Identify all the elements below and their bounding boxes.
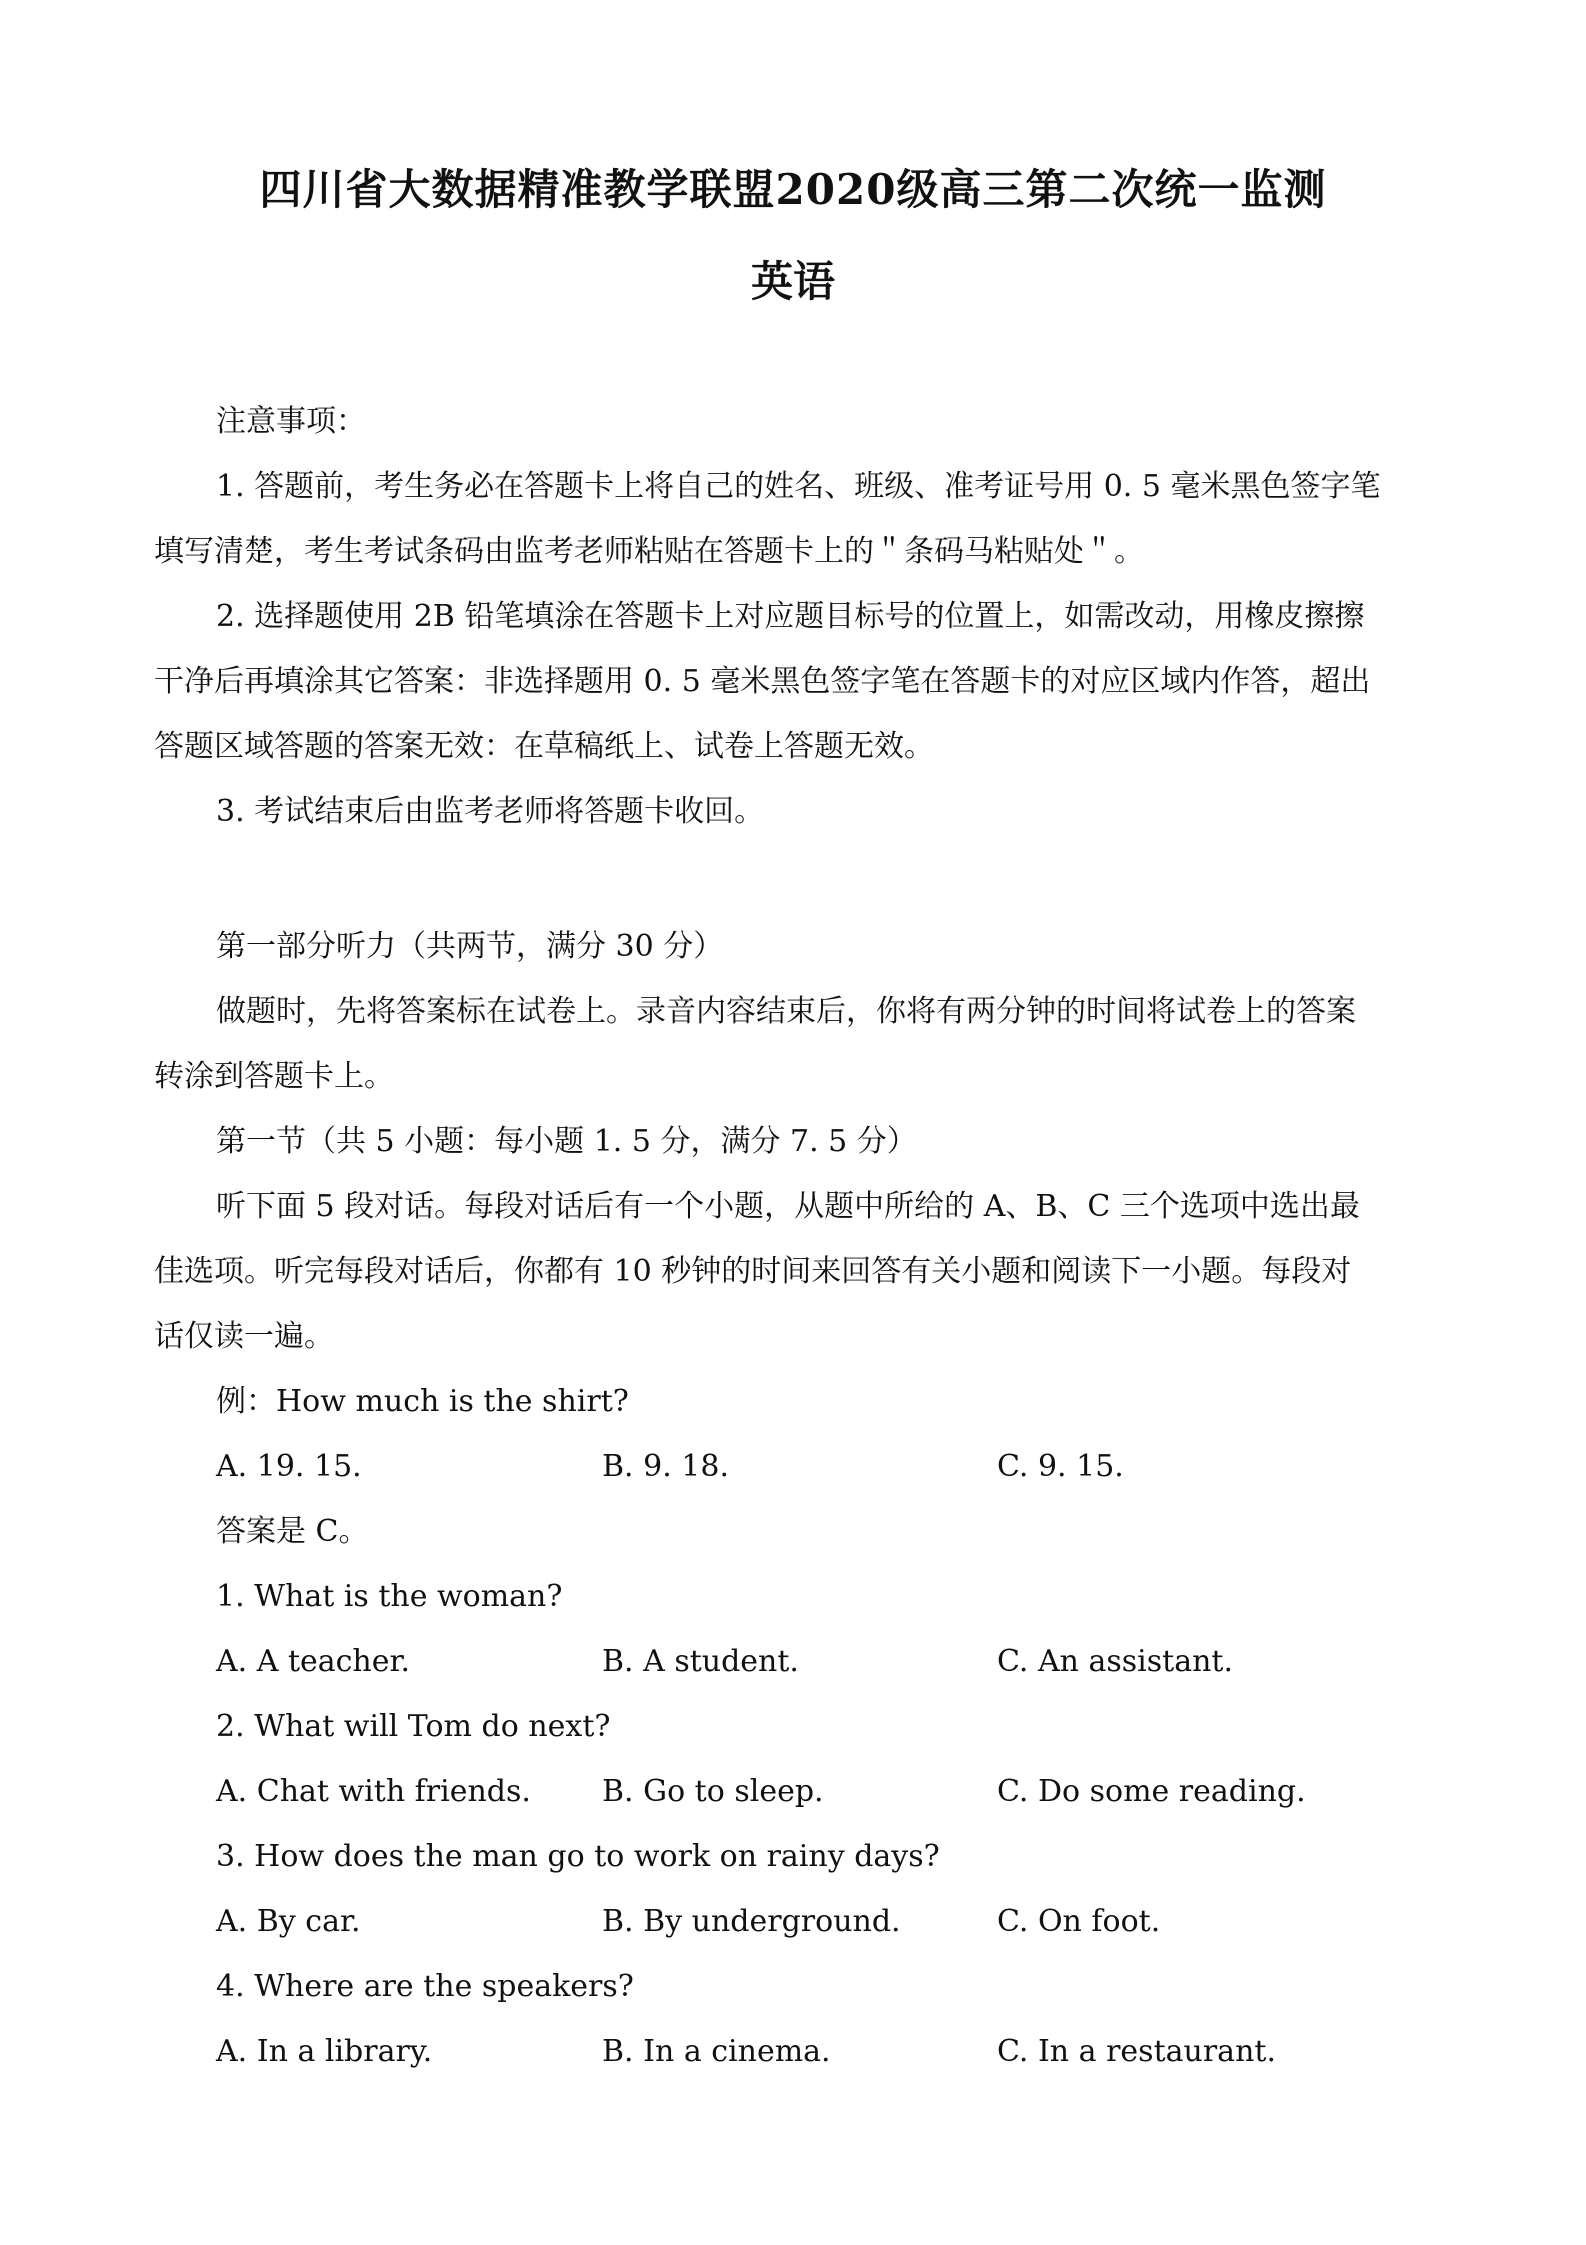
exam-subject: 英语	[750, 257, 835, 306]
example-question: 例：How much is the shirt?	[216, 1384, 629, 1419]
notice-item-1-line-1: 1. 答题前，考生务必在答题卡上将自己的姓名、班级、准考证号用 0. 5 毫米黑色签字笔	[216, 469, 1381, 504]
notice-item-2-line-3: 答题区域答题的答案无效：在草稿纸上、试卷上答题无效。	[154, 729, 934, 764]
question-1-option-a: A. A teacher.	[216, 1644, 411, 1679]
question-2: 2. What will Tom do next?	[216, 1709, 611, 1744]
question-4-option-c: C. In a restaurant.	[997, 2034, 1276, 2069]
question-3-option-c: C. On foot.	[997, 1904, 1161, 1939]
question-1-option-b: B. A student.	[602, 1644, 799, 1679]
section1-heading: 第一节（共 5 小题：每小题 1. 5 分，满分 7. 5 分）	[216, 1124, 917, 1159]
example-answer: 答案是 C。	[216, 1514, 369, 1549]
section1-instruction-line-1: 听下面 5 段对话。每段对话后有一个小题，从题中所给的 A、B、C 三个选项中选出最	[216, 1189, 1360, 1224]
exam-title: 四川省大数据精准教学联盟2020级高三第二次统一监测	[259, 165, 1327, 214]
part1-instruction-line-1: 做题时，先将答案标在试卷上。录音内容结束后，你将有两分钟的时间将试卷上的答案	[216, 994, 1356, 1029]
part1-instruction-line-2: 转涂到答题卡上。	[154, 1059, 394, 1094]
question-1-option-c: C. An assistant.	[997, 1644, 1234, 1679]
question-4: 4. Where are the speakers?	[216, 1969, 634, 2004]
example-option-a: A. 19. 15.	[216, 1449, 362, 1484]
example-option-b: B. 9. 18.	[602, 1449, 729, 1484]
section1-instruction-line-2: 佳选项。听完每段对话后，你都有 10 秒钟的时间来回答有关小题和阅读下一小题。每段对	[154, 1254, 1352, 1289]
example-option-c: C. 9. 15.	[997, 1449, 1124, 1484]
question-2-option-b: B. Go to sleep.	[602, 1774, 824, 1809]
notice-item-2-line-2: 干净后再填涂其它答案：非选择题用 0. 5 毫米黑色签字笔在答题卡的对应区域内作答，超出	[154, 664, 1371, 699]
question-4-option-a: A. In a library.	[216, 2034, 433, 2069]
notice-item-2-line-1: 2. 选择题使用 2B 铅笔填涂在答题卡上对应题目标号的位置上，如需改动，用橡皮擦擦	[216, 599, 1365, 634]
question-4-option-b: B. In a cinema.	[602, 2034, 831, 2069]
notice-item-3: 3. 考试结束后由监考老师将答题卡收回。	[216, 794, 765, 829]
question-2-option-a: A. Chat with friends.	[216, 1774, 531, 1809]
notice-heading: 注意事项：	[216, 404, 366, 439]
question-2-option-c: C. Do some reading.	[997, 1774, 1306, 1809]
section1-instruction-line-3: 话仅读一遍。	[154, 1319, 334, 1354]
question-3-option-b: B. By underground.	[602, 1904, 901, 1939]
question-1: 1. What is the woman?	[216, 1579, 563, 1614]
question-3-option-a: A. By car.	[216, 1904, 361, 1939]
part1-heading: 第一部分听力（共两节，满分 30 分）	[216, 929, 724, 964]
question-3: 3. How does the man go to work on rainy days?	[216, 1839, 940, 1874]
notice-item-1-line-2: 填写清楚，考生考试条码由监考老师粘贴在答题卡上的＂条码马粘贴处＂。	[154, 534, 1144, 569]
